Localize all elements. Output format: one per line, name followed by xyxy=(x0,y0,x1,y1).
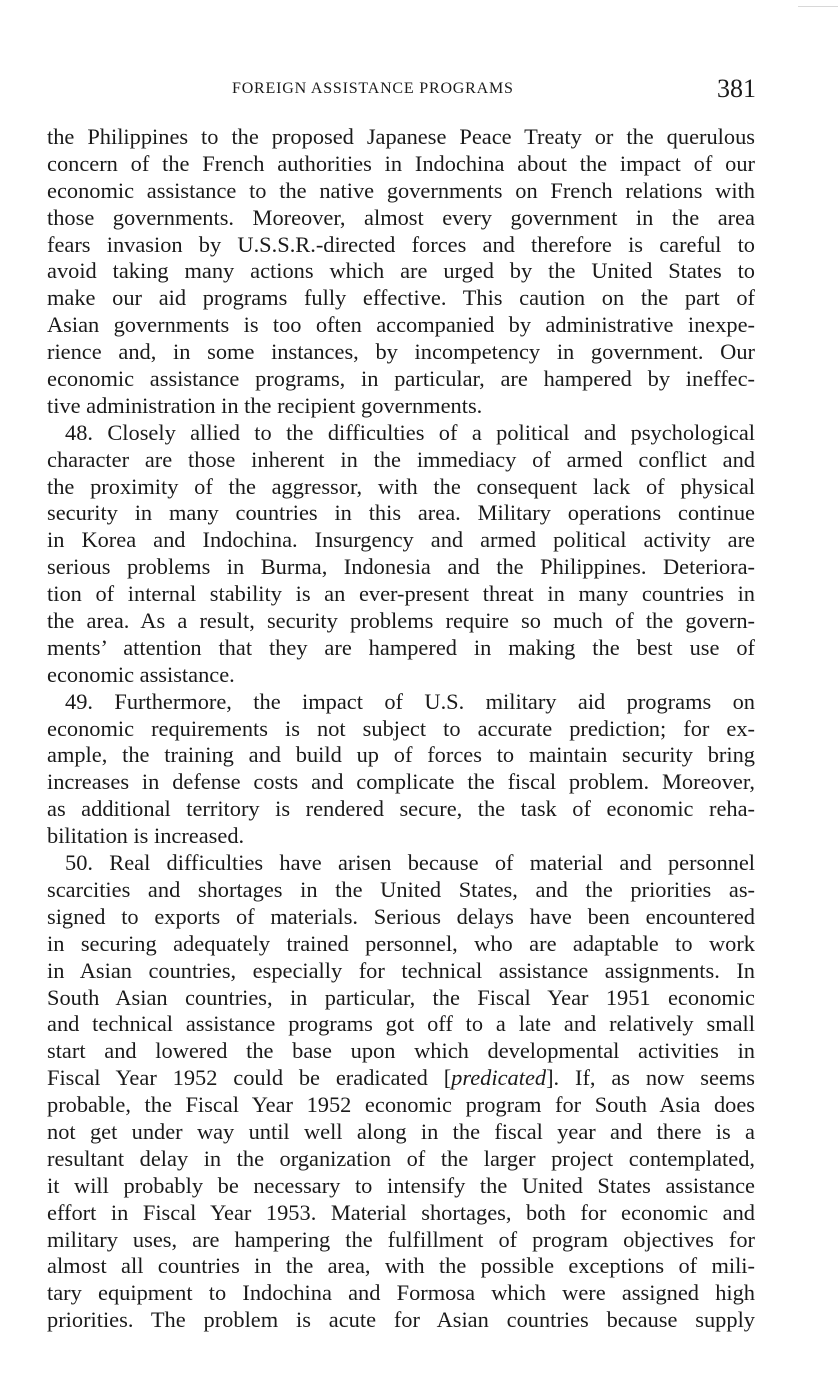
text-line: scarcities and shortages in the United States, and the priorities as- xyxy=(47,876,755,902)
text-line: military uses, are hampering the fulfillment of program objectives for xyxy=(47,1226,755,1252)
text-line: ample, the training and build up of forces to maintain security bring xyxy=(47,742,755,768)
text-line: signed to exports of materials. Serious delays have been encountered xyxy=(47,903,755,929)
text-line: the Philippines to the proposed Japanese Peace Treaty or the querulous xyxy=(47,124,755,149)
text-line: those governments. Moreover, almost every government in the area xyxy=(47,204,755,230)
text-line: in Asian countries, especially for technical assistance assignments. In xyxy=(47,957,755,983)
text-line: security in many countries in this area. Military operations continue xyxy=(47,500,755,526)
text-line: ments’ attention that they are hampered in making the best use of xyxy=(47,634,755,660)
page-number: 381 xyxy=(717,74,756,103)
text-line: priorities. The problem is acute for Asian countries because supply xyxy=(47,1307,755,1333)
text-line: Asian governments is too often accompanied by administrative inexpe- xyxy=(47,312,755,338)
text-line: economic assistance programs, in particular, are hampered by ineffec- xyxy=(47,366,755,392)
text-line: make our aid programs fully effective. This caution on the part of xyxy=(47,285,755,311)
text-line: as additional territory is rendered secure, the task of economic reha- xyxy=(47,796,755,822)
running-title: FOREIGN ASSISTANCE PROGRAMS xyxy=(232,80,514,97)
text-line: not get under way until well along in the fiscal year and there is a xyxy=(47,1118,755,1144)
text-line: rience and, in some instances, by incompetency in government. Our xyxy=(47,339,755,365)
text-line: Fiscal Year 1952 could be eradicated [predicated]. If, as now seems xyxy=(47,1065,756,1091)
text-line: increases in defense costs and complicate the fiscal problem. Moreover, xyxy=(47,769,755,795)
text-line: almost all countries in the area, with the possible exceptions of mili- xyxy=(47,1253,755,1279)
text-line: fears invasion by U.S.S.R.-directed forces and therefore is careful to xyxy=(47,231,755,257)
text-line: economic requirements is not subject to accurate prediction; for ex- xyxy=(47,715,755,741)
text-line: the proximity of the aggressor, with the consequent lack of physical xyxy=(47,473,755,499)
text-line: probable, the Fiscal Year 1952 economic program for South Asia does xyxy=(47,1092,755,1118)
text-line: tary equipment to Indochina and Formosa which were assigned high xyxy=(47,1280,755,1306)
text-line: 50. Real difficulties have arisen because of material and personnel xyxy=(65,850,755,876)
text-line: tive administration in the recipient governments. xyxy=(47,392,483,418)
text-line: start and lowered the base upon which developmental activities in xyxy=(47,1038,755,1064)
text-line: concern of the French authorities in Indochina about the impact of our xyxy=(47,150,755,176)
scan-edge-mark xyxy=(798,6,838,7)
text-line: and technical assistance programs got off to a late and relatively small xyxy=(47,1011,755,1037)
text-line: economic assistance. xyxy=(47,661,235,687)
text-line: tion of internal stability is an ever-present threat in many countries in xyxy=(47,581,755,607)
text-line: character are those inherent in the immediacy of armed conflict and xyxy=(47,446,755,472)
text-line: the area. As a result, security problems require so much of the govern- xyxy=(47,608,755,634)
text-line: bilitation is increased. xyxy=(47,823,245,849)
text-line: 48. Closely allied to the difficulties of a political and psychological xyxy=(65,419,755,445)
text-line: economic assistance to the native governments on French relations with xyxy=(47,177,755,203)
text-line: in securing adequately trained personnel, who are adaptable to work xyxy=(47,930,755,956)
body-text xyxy=(47,124,755,1334)
text-line: South Asian countries, in particular, the Fiscal Year 1951 economic xyxy=(47,984,755,1010)
text-line: 49. Furthermore, the impact of U.S. military aid programs on xyxy=(65,688,755,714)
text-line: resultant delay in the organization of the larger project contemplated, xyxy=(47,1145,755,1171)
text-line: avoid taking many actions which are urged by the United States to xyxy=(47,258,755,284)
text-line: it will probably be necessary to intensify the United States assistance xyxy=(47,1172,755,1198)
text-line: effort in Fiscal Year 1953. Material shortages, both for economic and xyxy=(47,1199,755,1225)
text-line: in Korea and Indochina. Insurgency and armed political activity are xyxy=(47,527,755,553)
text-line: serious problems in Burma, Indonesia and the Philippines. Deteriora- xyxy=(47,554,755,580)
